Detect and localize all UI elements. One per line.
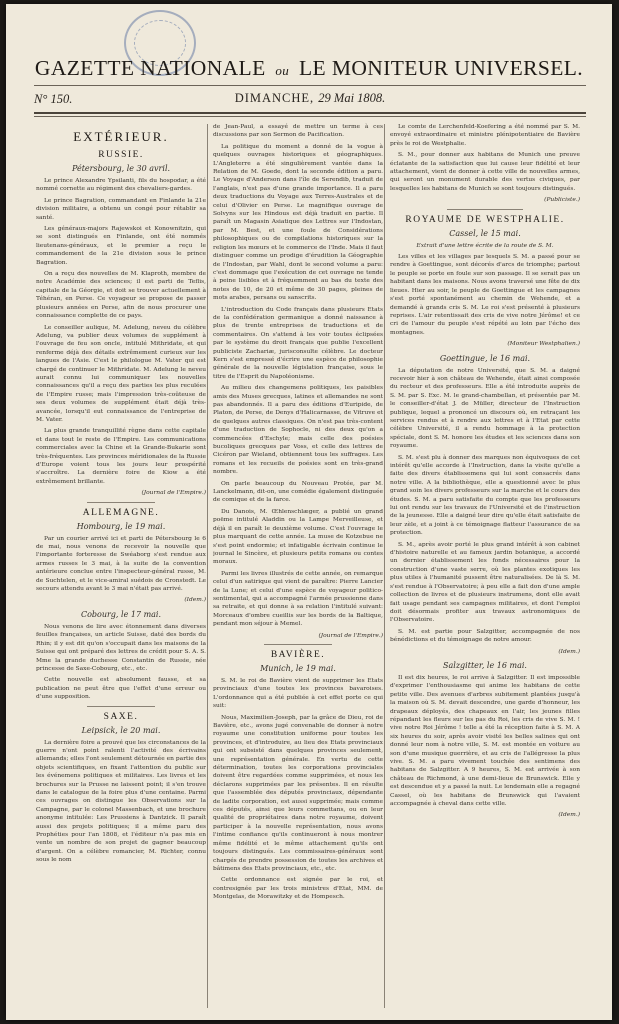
article-paragraph: Les villes et les villages par lesquels S. M. a passé pour se rendre à Goettingue, sont décorés d'arcs de triomphe; partout le peuple se porte en foule sur son passage. Il se serait pas un habitant dans les maisons. Nous avons traversé une fête de dix lieues. Hier au soir, le peuple de Goettingue et les campagnes s'est porté spontanément au chemin de Wehende, et a demandé à grands cris S. M. Le roi s'est présenté à plusieurs reprises. L'air retentissait des cris de vive notre Jérôme! et ce cri de l'amour du peuple s'est répété au loin par l'écho des montagnes. — [390, 254, 580, 336]
masthead-title-right: LE MONITEUR UNIVERSEL. — [298, 56, 584, 80]
article-paragraph: Nous, Maximilien-Joseph, par la grâce de Dieu, roi de Bavière, etc., avons jugé convenable de donner à notre royaume une constitution uniforme pour toutes les provinces, et d'introduire, au lieu des Etats provinciaux qui ont subsisté dans quelques provinces seulement, une représentation générale. En vertu de cette détermination, toutes les corporations provinciales doivent être regardées comme supprimées, et nous les déclarons supprimées par les présentes. Il en résulte que l'assemblée des députés provinciaux, dépendante de ladite corporation, est aussi supprimée; mais comme ces députés, ainsi que leurs commettans, ou en leur qualité de propriétaires dans notre royaume, doivent participer à la nouvelle représentation, nous avons l'intime confiance qu'ils continueront à nous montrer même fidélité et le même attachement qu'ils ont toujours distingués. Les commissaires-généraux sont chargés de prendre possession de toutes les archives et bâtimens des Etats provinciaux, etc., etc. — [213, 714, 383, 872]
source-attribution: (Moniteur Westphalien.) — [507, 341, 580, 348]
column-3 — [390, 123, 580, 1008]
article-paragraph: Cette ordonnance est signée par le roi, et contresignée par les trois ministres d'Etat, MM. de Montgelas, de Morawitzky et de Hompesch. — [213, 877, 383, 901]
article-paragraph: de Jean-Paul, a essayé de mettre un terme à ces discussions par son Sermon de Pacification. — [213, 124, 383, 139]
source-attribution: (Journal de l'Empire.) — [318, 632, 383, 639]
article-paragraph: Le conseiller aulique, M. Adelung, neveu du célèbre Adelung, va publier deux volumes de supplément à l'ouvrage de feu son oncle, intitulé Mithridate, et qui renferme déjà des détails extrêmement curieux sur les langues de l'Asie. C'est le philologue M. Vater qui est chargé de continuer le Mithridate. M. Adelung le neveu aurait connu lui communiquer les nouvelles connaissances qu'il a reçu des parties les plus reculées de l'Empire russe; mais l'impression très-coûteuse de ses deux volumes de supplément était déjà très-avancée, lorsqu'il eut connaissance de l'entreprise de M. Vater. — [36, 324, 206, 423]
header-rule — [34, 112, 586, 114]
source-attribution: (Publiciste.) — [544, 197, 580, 204]
column-1 — [36, 123, 206, 1008]
source-attribution: (Idem.) — [558, 812, 580, 819]
article-paragraph: La plus grande tranquillité règne dans cette capitale et dans tout le reste de l'Empire. Les communications commerciales avec la Chine et la Grande-Bukarie sont très-fréquentes. Les provinces méridionales de la Russie d'Europe voient tous les jours leur prospérité s'accroître. La dernière foire de Kiow a été extrêmement brillante. — [36, 428, 206, 485]
article-paragraph: S. M. s'est plu à donner des marques non équivoques de cet intérêt qu'elle accorde à l'Instruction, dans la visite qu'elle a faite des divers établissemens qui lui sont consacrés dans notre ville. A la bibliothèque, elle a questionné avec le plus grand soin les divers professeurs sur la marche et le cours des études. S. M. a paru satisfaite du compte que les professeurs lui ont rendu sur les travaux de l'Université et de l'instruction de la jeunesse. Elle a daigné leur dire qu'elle était satisfaite de leur zèle, et a joint à ce témoignage flatteur l'assurance de sa protection. — [390, 454, 580, 537]
source-attribution: (Idem.) — [558, 648, 580, 655]
issue-line — [34, 90, 586, 110]
article-paragraph: S. M. le roi de Bavière vient de supprimer les Etats provinciaux d'une toutes les provinces bavaroises. L'ordonnance qui a été publiée à cet effet porte ce qui suit: — [213, 677, 383, 710]
article-paragraph: Parmi les livres illustrés de cette année, on remarque celui d'un satirique qui vient de paraître: Pierre Lancier de la Lune; et celui d'une espèce de voyageur politico-sentimental, qui a accompagné l'armée prussienne dans sa retraite, et qui donne à sa relation l'intitulé suivant: Morceaux d'ombre cueillis sur les bords de la Baltique, pendant mon séjour à Memel. — [213, 570, 383, 628]
article-paragraph: La députation de notre Université, que S. M. a daigné recevoir hier à son château de Wehende, était ainsi composée du recteur et des professeurs. Elle a été introduite auprès de S. M. par S. Exc. M. le grand-chambellan, et présentée par M. le conseiller-d'état J. de Müller, directeur de l'Instruction publique, lequel a prononcé un discours où, en retraçant les services rendus et à rendre aux lettres et à l'Etat par cette célèbre Université, il a rendu hommage à la protection spéciale, dont S. M. honore les études et les sciences dans son royaume. — [390, 367, 580, 450]
article-paragraph: Il est dix heures, le roi arrive à Salzgitter. Il est impossible d'exprimer l'enthousiasme qui anime les habitans de cette petite ville. Des avenues d'arbres subitement plantées jusqu'à la maison où S. M. devait descendre, une garde d'honneur, les drapeaux déployés, des chapeaux en l'air, les jeunes filles répandant les fleurs sur les pas du Roi, les cris de vive S. M. ! vive notre Roi Jérôme ! telle a été la réception faite à S. M. A six heures du soir, après avoir visité les belles salines qui ont donné leur nom à notre ville, S. M. est montée en voiture au son d'une musique guerrière, et au cris de l'allégresse la plus vive. S. M. a paru vivement touchée des sentimens des habitans de Salzgitter. A 9 heures, S. M. est arrivée à son château de Richmond, à une demi-lieue de Brunswick. Elle y est descendue et y a passé la nuit. Le lendemain elle a regagné Cassel, où les habitans de Brunswick qui l'avaient accompagnée à cheval dans cette ville. — [390, 674, 580, 808]
source-attribution: (Idem.) — [184, 597, 206, 604]
column-divider-2 — [384, 124, 385, 1008]
masthead — [6, 56, 612, 81]
dateline-leipsick: Leipsick, le 20 mai. — [81, 725, 161, 735]
article-paragraph: Du Danois, M. Œhlenschlæger, a publié un grand poëme intitulé Aladdin ou la Lampe Merveilleuse, et déjà il en paraît le deuxième volume. C'est l'ouvrage le plus marquant de cette année. La muse de Kotzebue ne s'est point endormie; et infatigable écrivain continue le journal le Sincère, et plusieurs petits romans ou contes moraux. — [213, 508, 383, 566]
heading-baviere: BAVIÈRE. — [270, 649, 326, 660]
dateline-hombourg: Hombourg, le 19 mai. — [76, 521, 166, 531]
dateline-salzgitter: Salzgitter, le 16 mai. — [443, 660, 527, 670]
column-divider-1 — [207, 124, 208, 1008]
dateline-cobourg: Cobourg, le 17 mai. — [80, 609, 162, 619]
dateline-goettingue: Goettingue, le 16 mai. — [439, 353, 531, 363]
newspaper-page — [6, 4, 612, 1020]
article-paragraph: Le prince Bagration, commandant en Finlande la 21e division militaire, a obtenu un congé pour rétablir sa santé. — [36, 197, 206, 221]
masthead-title-left: GAZETTE NATIONALE — [34, 56, 266, 80]
heading-saxe: SAXE. — [103, 711, 139, 722]
separator — [87, 502, 155, 503]
column-2 — [213, 123, 383, 1008]
masthead-rule — [34, 85, 586, 86]
source-attribution: (Journal de l'Empire.) — [141, 490, 206, 497]
header-rule-thin — [34, 116, 586, 117]
article-paragraph: On parle beaucoup du Nouveau Protée, par M. Lanckelmann, dit-on, une comédie également distinguée de comique et de la farce. — [213, 480, 383, 504]
issue-date — [34, 91, 586, 106]
separator — [264, 644, 332, 645]
article-paragraph: S. M., pour donner aux habitans de Munich une preuve éclatante de la satisfaction que lui cause leur fidélité et leur attachement, vient de donner à cette ville de nouvelles armes, qui seront un monument durable des vertus civiques, par lesquelles les habitans de Munich se sont toujours distingués. — [390, 152, 580, 192]
article-paragraph: On a reçu des nouvelles de M. Klaproth, membre de notre Académie des sciences; il est parti de Teflis, capitale de la Géorgie, et doit se trouver actuellement à Téhéran, en Perse. Ce voyageur se propose de passer plusieurs années en Perse, afin de nous procurer une connaissance complette de ce pays. — [36, 271, 206, 320]
masthead-ou: ou — [275, 63, 290, 78]
issue-day: DIMANCHE, — [234, 91, 315, 105]
heading-allemagne: ALLEMAGNE. — [82, 507, 160, 518]
dateline-petersbourg: Pétersbourg, le 30 avril. — [71, 164, 171, 173]
article-paragraph: Les généraux-majors Rajewskoi et Konownitzin, qui se sont distingués en Finlande, ont été nommés lieutenans-généraux, et le premier a reçu le commandement de la 21e division sous le prince Bagration. — [36, 226, 206, 266]
separator — [87, 706, 155, 707]
issue-day-date: 29 Mai 1808. — [318, 91, 386, 105]
letter-subheading: Extrait d'une lettre écrite de la route de S. M. — [416, 242, 554, 249]
heading-russie: RUSSIE. — [98, 150, 144, 160]
dateline-munich: Munich, le 19 mai. — [260, 663, 336, 673]
article-paragraph: Le prince Alexandre Ypsilanti, fils du hospodar, a été nommé cornette au régiment des chevaliers-gardes. — [36, 178, 206, 193]
article-paragraph: La politique du moment a donné de la vogue à quelques ouvrages historiques et géographiques. L'Angleterre a été singulièrement vantée dans la Relation de M. Goede, dont la seconde édition a paru. Le Voyage d'Anderson dans l'île de Serendib, traduit de l'anglais, n'est pas d'une grande importance. Il a paru deux traductions du Voyage aux Terres-Australes et de celui d'Olivier en Perse. Le magnifique ouvrage de Solvyns sur les Hindous est déjà traduit en partie. Il paraît un Magasin Asiatique des Lettres sur l'Indostan, par M. Best, et une foule de Considérations philosophiques ou de compilations historiques sur la religion les mœurs et le commerce de l'Inde. Mais il faut distinguer comme un prodige d'érudition la Géographie de l'Indostan, par Wahl, dont le second volume a paru: c'est dommage que l'exécution de cet ouvrage ne tende à peine lisibles et à fréquemment au bas du texte des notes de 10, de 20 et même de 30 pages, pleines de mots arabes, persans ou sanscrits. — [213, 143, 383, 302]
separator — [447, 209, 523, 210]
article-paragraph: S. M., après avoir porté le plus grand intérêt à son cabinet d'histoire naturelle et au fameux jardin botanique, a accordé un dernier établissement les fonds nécessaires pour la construction d'une vaste serre, où les plantes exotiques les plus utiles à l'humanité pussent être naturalisées. De là S. M. s'est rendue à l'Observatoire; à peu elle a fait don d'une ample collection de livres et de plusieurs instrumens, dont elle avait fait usage pendant ses campagnes militaires, et dont l'emploi doit désormais profiter aux travaux astronomiques de l'Observatoire. — [390, 541, 580, 624]
article-paragraph: L'introduction du Code français dans plusieurs Etats de la confédération germanique a donné naissance à plus de trente entreprises de traductions et de commentaires. On s'attend à les voir toutes éclipsées par le système du droit français que publie l'excellent publiciste Zachariæ, jurisconsulte célèbre. Le docteur Kern s'est empressé d'écrire une espèce de philosophie générale de la nouvelle législation française, sous le titre de l'Esprit du Napoléonisme. — [213, 306, 383, 380]
dateline-cassel: Cassel, le 15 mai. — [449, 228, 521, 238]
article-paragraph: Par un courier arrivé ici et parti de Pétersbourg le 6 de mai, nous venons de recevoir la nouvelle que l'importante forteresse de Swéaborg s'est rendue aux armes russes le 3 mai, à la suite de la convention antérieure conclue entre l'inspecteur-général russe, M. de Suchtelen, et le vice-amiral suédois de Cronstedt. Le secours attendu avant le 3 mai n'était pas arrivé. — [36, 535, 206, 593]
heading-westphalie: ROYAUME DE WESTPHALIE. — [405, 214, 565, 225]
article-paragraph: S. M. est partie pour Salzgitter, accompagnée de nos bénédictions et du témoignage de notre amour. — [390, 628, 580, 644]
article-paragraph: Au milieu des changemens politiques, les paisibles amis des Muses grecques, latines et allemandes ne sont pas abandonnés. Il a paru des éditions d'Euripide, de Platon, de Perse, de Denys d'Halicarnasse, de Vitruve et de quelques autres classiques. On n'est pas très-content d'une traduction de Sophocle, ni des deux qu'on a commencées d'Eschyle; mais celle des poésies bucoliques grecques par Voss, et celle des lettres de Cicéron par Wieland, obtiennent tous les suffrages. Les romans et les recueils de poésies sont en très-grand nombre. — [213, 385, 383, 476]
article-paragraph: La dernière foire a prouvé que les circonstances de la guerre n'ont point ralenti l'activité des écrivains allemands; elles l'ont seulement détournée en partie des objets scientifiques, en fixant l'attention du public sur les événemens politiques et militaires. Les livres et les brochures sur la Prusse ne laissent point; il s'en trouve dans le catalogue de la foire plus d'une centaine. Parmi ces ouvrages on distingue les Observations sur la Campagne, par le colonel Massenbach, et une brochure anonyme intitulée: Les Prussiens à Dantzick. Il paraît aussi des projets politiques; il a même paru des Prophéties pour l'an 1808, et l'éditeur n'a pas mis en vente un nombre de son projet de gagner beaucoup d'argent. On a célèbre romancier, M. Richter, connu sous le nom — [36, 739, 206, 864]
issue-number: N° 150. — [34, 92, 73, 106]
article-paragraph: Nous venons de lire avec étonnement dans diverses feuilles françaises, un article Suisse, daté des bords du Rhin; il y est dit qu'on s'occupait dans les maisons de la Suisse qui ont préparé des lettres de crédit pour S. A. S. Mme la grande duchesse Constantin de Russie, née princesse de Saxe-Cobourg, etc., etc. — [36, 623, 206, 672]
section-heading-exterieur: EXTÉRIEUR. — [73, 129, 169, 144]
article-paragraph: Cette nouvelle est absolument fausse, et sa publication ne peut être que l'effet d'une erreur ou d'une supposition. — [36, 677, 206, 701]
article-paragraph: Le comte de Lerchenfeld-Koefering a été nommé par S. M. envoyé extraordinaire et ministre plénipotentiaire de Bavière près le roi de Westphalie. — [390, 124, 580, 147]
